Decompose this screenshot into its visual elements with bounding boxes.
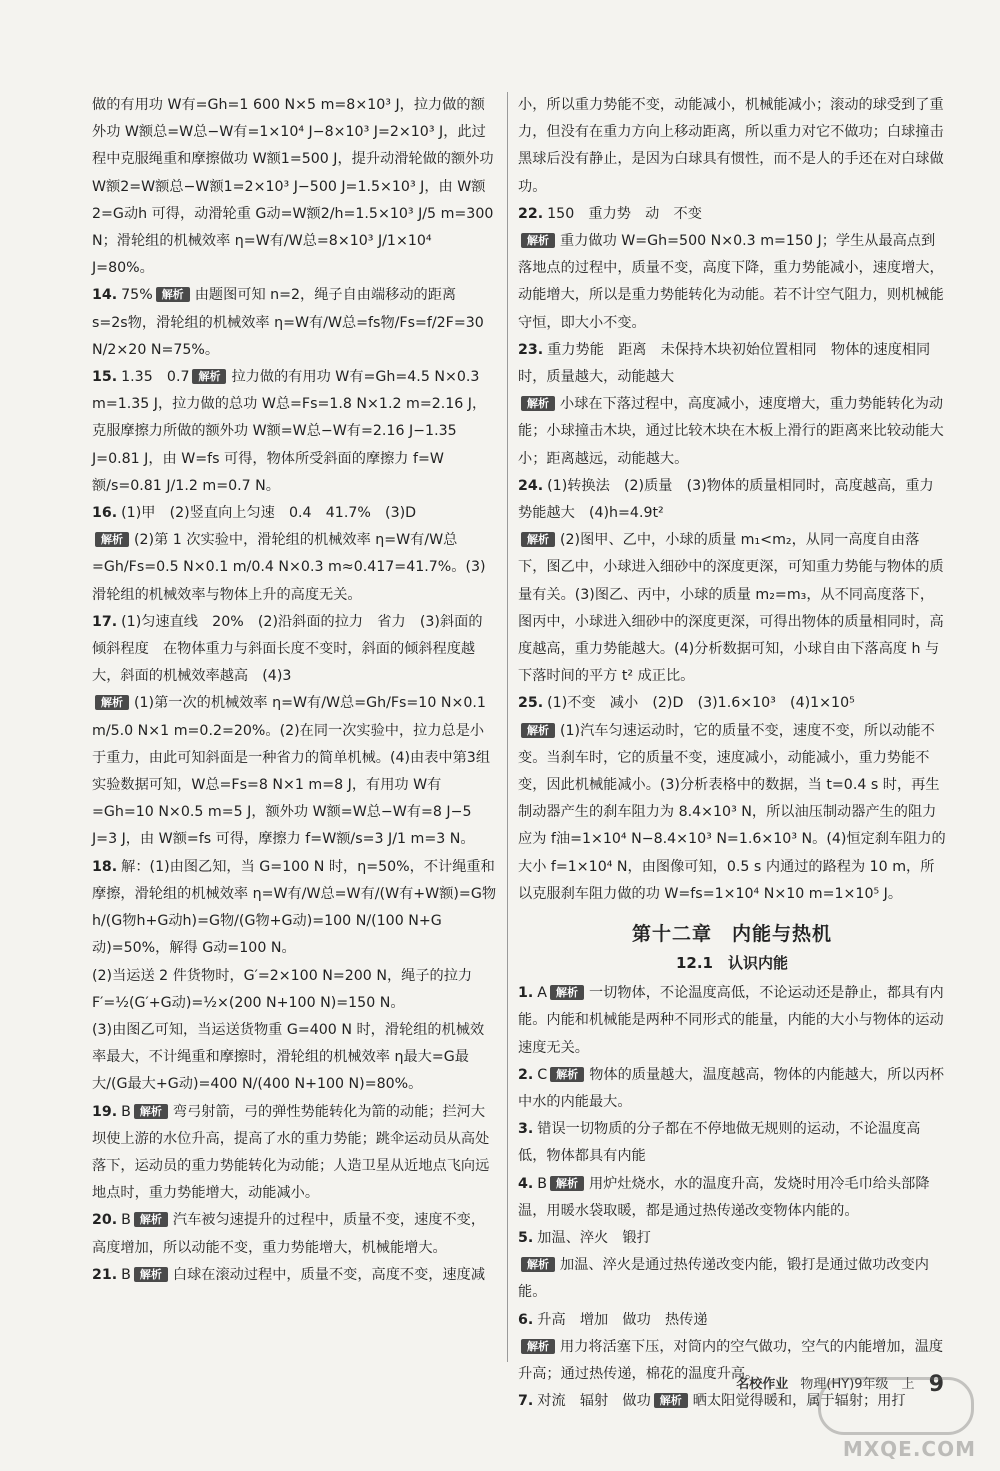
explanation-paragraph [518,92,946,201]
explanation-paragraph [518,527,946,690]
explanation-paragraph [518,228,946,337]
answer-text: (1)不变 减小 (2)D (3)1.6×10³ (4)1×10⁵ [547,695,855,712]
explanation-paragraph [518,1252,946,1306]
answer-item [518,1225,946,1252]
column-divider [507,92,508,1362]
question-number: 7. [518,1393,534,1410]
answer-text: 加温、淬火 锻打 [537,1229,651,1246]
question-number: 19. [92,1103,118,1120]
answer-text: 1.35 0.7 [121,369,190,386]
analysis-tag: 解析 [134,1212,168,1227]
question-number: 3. [518,1121,534,1138]
footer-series: 物理(HY)9年级 上 [800,1377,915,1392]
answer-item [518,1062,946,1116]
analysis-tag: 解析 [95,695,129,710]
question-number: 20. [92,1212,118,1229]
body-text: (1)汽车匀速运动时，它的质量不变，速度不变，所以动能不变。当刹车时，它的质量不变，速度减小，动能减小，重力势能不变，因此机械能减小。(3)分析表格中的数据，当 t=0.4 s 时，再生制动器产生的刹车阻力为 8.4×10³ N，所以油压制动器产生的阻力应为 f油=1×10⁴ N−8.4×10³ N=1.6×10³ N。(4)恒定刹车阻力的大小 f=1×10⁴ N，由图像可知，0.5 s 内通过的路程为 10 m，所以克服刹车阻力做的功 W=fs=1×10⁴ N×10 m=1×10⁵ J。 [518,722,946,902]
answer-item [518,473,946,527]
body-text: (2)第 1 次实验中，滑轮组的机械效率 η=W有/W总=Gh/Fs=0.5 N×0.1 m/0.4 N×0.3 m≈0.417=41.7%。(3)滑轮组的机械效率与物体上升的高度无关。 [92,532,486,603]
right-column [518,92,946,1415]
explanation-paragraph [92,690,496,853]
watermark-seal [818,1377,974,1435]
page-number: 9 [928,1372,944,1397]
question-number: 4. [518,1175,534,1192]
answer-item [518,980,946,1062]
answer-item [92,282,496,364]
question-number: 22. [518,205,544,222]
explanation-paragraph [518,391,946,473]
answer-text: 150 重力势 动 不变 [547,205,702,222]
analysis-tag: 解析 [134,1104,168,1119]
watermark-logo [824,1377,982,1461]
question-number: 15. [92,369,118,386]
footer-brand: 名校作业 [736,1377,789,1392]
analysis-tag: 解析 [134,1267,168,1282]
answer-item [518,1171,946,1225]
answer-item [92,1207,496,1261]
body-text: 重力做功 W=Gh=500 N×0.3 m=150 J；学生从最高点到落地点的过程中，质量不变，高度下降，重力势能减小，速度增大，动能增大，所以是重力势能转化为动能。若不计空气阻力，则机械能守恒，即大小不变。 [518,233,944,331]
explanation-paragraph [92,92,496,282]
answer-text: 75% [121,287,153,304]
analysis-tag: 解析 [192,369,226,384]
body-text: (1)由图乙知，当 G=100 N 时，η=50%，不计绳重和摩擦，滑轮组的机械效率 η=W有/W总=W有/(W有+W额)=G物h/(G物h+G动h)=G物/(G物+G动)=100 N/(100 N+G动)=50%，解得 G动=100 N。 [92,858,497,957]
body-text: (2)当运送 2 件货物时，G′=2×100 N=200 N，绳子的拉力 F′=½(G′+G动)=½×(200 N+100 N)=150 N。 [92,967,473,1011]
answer-text: B [537,1175,547,1192]
answer-text: (1)匀速直线 20% (2)沿斜面的拉力 省力 (3)斜面的倾斜程度 在物体重力与斜面长度不变时，斜面的倾斜程度越大，斜面的机械效率越高 (4)3 [92,613,483,685]
body-text: 物体的质量越大，温度越高，物体的内能越大，所以丙杯中水的内能最大。 [518,1066,944,1110]
answer-item [518,201,946,228]
answer-text: B [121,1266,131,1283]
answer-item [92,364,496,500]
question-number: 2. [518,1066,534,1083]
analysis-tag: 解析 [95,532,129,547]
body-text: 用力将活塞下压，对筒内的空气做功，空气的内能增加，温度升高；通过热传递，棉花的温度升高。 [518,1338,944,1382]
body-text: 一切物质的分子都在不停地做无规则的运动，不论温度高低，物体都具有内能 [518,1121,921,1165]
question-number: 5. [518,1229,534,1246]
body-text: 小球在下落过程中，高度减小，速度增大，重力势能转化为动能；小球撞击木块，通过比较木块在木板上滑行的距离来比较动能大小；距离越远，动能越大。 [518,396,944,467]
answer-text: B [121,1212,131,1229]
left-column [92,92,496,1289]
body-text: 晒太阳觉得暖和，属于辐射；用打 [692,1393,906,1410]
question-number: 1. [518,985,534,1002]
analysis-tag: 解析 [550,1176,584,1191]
question-number: 18. [92,858,118,875]
answer-text: A [537,985,547,1002]
analysis-tag: 解析 [521,233,555,248]
question-number: 6. [518,1311,534,1328]
section-title: 12.1 认识内能 [675,954,788,973]
explanation-paragraph [92,527,496,609]
analysis-tag: 解析 [156,287,190,302]
answer-item [518,690,946,717]
body-text: 做的有用功 W有=Gh=1 600 N×5 m=8×10³ J，拉力做的额外功 W额总=W总−W有=1×10⁴ J−8×10³ J=2×10³ J，此过程中克服绳重和摩擦做功 W额1=500 J，提升动滑轮做的额外功 W额2=W额总−W额1=2×10³ J−500 J=1.5×10³ J，由 W额2=G动h 可得，动滑轮重 G动=W额2/h=1.5×10³ J/5 m=300 N；滑轮组的机械效率 η=W有/W总=8×10³ J/1×10⁴ J=80%。 [92,97,494,277]
watermark-url: MXQE.COM [842,1437,976,1461]
answer-item [92,1099,496,1208]
body-text: 小，所以重力势能不变，动能减小，机械能减小；滚动的球受到了重力，但没有在重力方向上移动距离，所以重力对它不做功；白球撞击黑球后没有静止，是因为白球具有惯性，而不是人的手还在对白球做功。 [518,97,944,195]
answer-text: 解： [121,858,150,875]
answer-item [92,609,496,691]
answer-item [92,854,496,963]
body-text: 白球在滚动过程中，质量不变，高度不变，速度减 [172,1266,486,1283]
body-text: (2)图甲、乙中，小球的质量 m₁<m₂，从同一高度自由落下，图乙中，小球进入细砂中的深度更深，可知重力势能与物体的质量有关。(3)图乙、丙中，小球的质量 m₂=m₃，从不同高度落下，图丙中，小球进入细砂中的深度更深，可得出物体的质量相同时，高度越高，重力势能越大。(4)分析数据可知，小球自由下落高度 h 与下落时间的平方 t² 成正比。 [518,532,944,685]
answer-text: C [537,1066,548,1083]
analysis-tag: 解析 [521,396,555,411]
answer-text: 重力势能 距离 未保持木块初始位置相同 物体的速度相同时，质量越大，动能越大 [518,341,931,386]
analysis-tag: 解析 [521,1339,555,1354]
question-number: 23. [518,341,544,358]
question-number: 14. [92,287,118,304]
question-number: 24. [518,477,544,494]
answer-text: 对流 辐射 做功 [537,1393,651,1410]
body-text: 弯弓射箭，弓的弹性势能转化为箭的动能；拦河大坝使上游的水位升高，提高了水的重力势能；跳伞运动员从高处落下，运动员的重力势能转化为动能；人造卫星从近地点飞向远地点时，重力势能增大，动能减小。 [92,1103,490,1202]
answer-text: 错误 [537,1121,566,1138]
explanation-paragraph [92,963,496,1017]
answer-text: B [121,1103,131,1120]
analysis-tag: 解析 [521,532,555,547]
answer-item [92,500,496,527]
body-text: 用炉灶烧水，水的温度升高，发烧时用冷毛巾给头部降温，用暖水袋取暖，都是通过热传递改变物体内能的。 [518,1175,930,1219]
answer-text: 升高 增加 做功 热传递 [537,1311,708,1328]
answer-text: (1)转换法 (2)质量 (3)物体的质量相同时，高度越高，重力势能越大 (4)h=4.9t² [518,477,934,522]
answer-item [92,1262,496,1289]
answer-item [518,1116,946,1170]
question-number: 17. [92,613,118,630]
body-text: (1)第一次的机械效率 η=W有/W总=Gh/Fs=10 N×0.1 m/5.0 N×1 m=0.2=20%。(2)在同一次实验中，拉力总是小于重力，由此可知斜面是一种省力的简单机械。(4)由表中第3组实验数据可知，W总=Fs=8 N×1 m=8 J，有用功 W有=Gh=10 N×0.5 m=5 J，额外功 W额=W总−W有=8 J−5 J=3 J，由 W额=fs 可得，摩擦力 f=W额/s=3 J/1 m=3 N。 [92,695,491,848]
analysis-tag: 解析 [550,1067,584,1082]
explanation-paragraph [92,1017,496,1099]
answer-item [518,337,946,391]
body-text: 拉力做的有用功 W有=Gh=4.5 N×0.3 m=1.35 J，拉力做的总功 W总=Fs=1.8 N×1.2 m=2.16 J，克服摩擦力所做的额外功 W额=W总−W有=2.16 J−1.35 J=0.81 J，由 W=fs 可得，物体所受斜面的摩擦力 f=W额/s=0.81 J/1.2 m=0.7 N。 [92,369,487,494]
question-number: 16. [92,505,118,522]
explanation-paragraph [518,718,946,908]
body-text: 加温、淬火是通过热传递改变内能，锻打是通过做功改变内能。 [518,1257,929,1301]
body-text: (3)由图乙可知，当运送货物重 G=400 N 时，滑轮组的机械效率最大，不计绳重和摩擦时，滑轮组的机械效率 η最大=G最大/(G最大+G动)=400 N/(400 N+100 N)=80%。 [92,1021,485,1093]
answer-item [518,1307,946,1334]
analysis-tag: 解析 [654,1393,688,1408]
body-text: 一切物体，不论温度高低，不论运动还是静止，都具有内能。内能和机械能是两种不同形式的能量，内能的大小与物体的运动速度无关。 [518,985,944,1056]
answer-text: (1)甲 (2)竖直向上匀速 0.4 41.7% (3)D [121,505,417,522]
analysis-tag: 解析 [521,1257,555,1272]
body-text: 由题图可知 n=2，绳子自由端移动的距离 s=2s物，滑轮组的机械效率 η=W有/W总=fs物/Fs=f/2F=30 N/2×20 N=75%。 [92,287,484,358]
body-text: 汽车被匀速提升的过程中，质量不变，速度不变，高度增加，所以动能不变，重力势能增大，机械能增大。 [92,1212,486,1256]
chapter-title: 第十二章 内能与热机 [631,923,832,946]
analysis-tag: 解析 [521,723,555,738]
analysis-tag: 解析 [550,985,584,1000]
question-number: 21. [92,1266,118,1283]
question-number: 25. [518,695,544,712]
